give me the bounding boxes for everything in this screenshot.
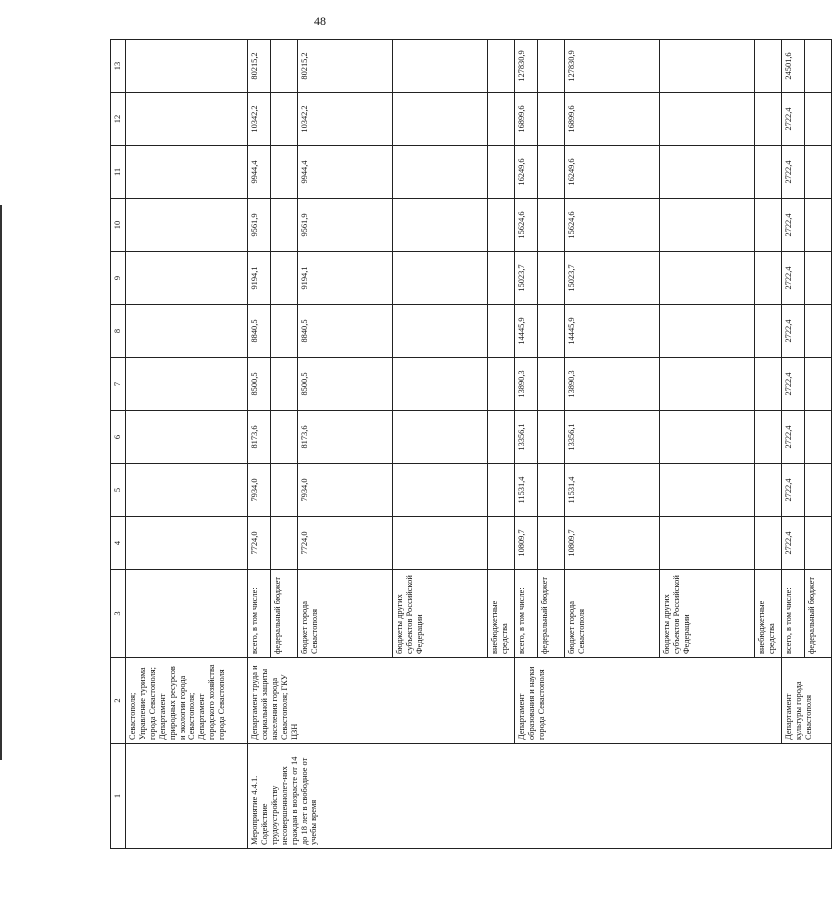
value-cell (393, 464, 488, 517)
value-cell: 11531,4 (515, 464, 538, 517)
value-cell (488, 411, 515, 464)
value-cell (805, 93, 832, 146)
header-cell: 4 (111, 517, 126, 570)
table-header-row (111, 40, 126, 849)
value-cell (126, 464, 248, 517)
value-cell (755, 358, 782, 411)
value-cell: 16249,6 (565, 146, 660, 199)
value-cell (805, 358, 832, 411)
value-cell: 2722,4 (782, 305, 805, 358)
value-cell (271, 93, 298, 146)
value-cell (755, 411, 782, 464)
funding-source-cell: федеральный бюджет (538, 570, 565, 658)
funding-source-cell: всего, в том числе: (782, 570, 805, 658)
value-cell (393, 252, 488, 305)
value-cell (660, 146, 755, 199)
value-cell (538, 464, 565, 517)
table-row (782, 40, 805, 849)
value-cell: 7934,0 (248, 464, 271, 517)
value-cell (538, 411, 565, 464)
value-cell: 9944,4 (248, 146, 271, 199)
funding-source-cell: бюджет города Севастополя (565, 570, 660, 658)
value-cell (805, 40, 832, 93)
value-cell (271, 464, 298, 517)
value-cell (393, 305, 488, 358)
table-row (126, 40, 248, 849)
value-cell (660, 517, 755, 570)
funding-source-cell: внебюджетные средства (755, 570, 782, 658)
value-cell (660, 464, 755, 517)
value-cell (393, 93, 488, 146)
funding-source-cell: внебюджетные средства (488, 570, 515, 658)
value-cell (271, 517, 298, 570)
value-cell (660, 199, 755, 252)
funding-source-cell: всего, в том числе: (515, 570, 538, 658)
value-cell: 15624,6 (515, 199, 538, 252)
value-cell (805, 464, 832, 517)
value-cell: 8840,5 (248, 305, 271, 358)
value-cell (805, 199, 832, 252)
value-cell (126, 40, 248, 93)
budget-table (110, 39, 832, 849)
table-row (515, 40, 538, 849)
value-cell (126, 199, 248, 252)
value-cell (805, 252, 832, 305)
value-cell: 2722,4 (782, 358, 805, 411)
value-cell: 9194,1 (298, 252, 393, 305)
header-cell: 9 (111, 252, 126, 305)
value-cell: 7724,0 (298, 517, 393, 570)
value-cell: 9561,9 (248, 199, 271, 252)
value-cell (755, 146, 782, 199)
funding-source-cell: бюджеты других субъектов Российской Федерации (660, 570, 755, 658)
funding-source-cell: всего, в том числе: (248, 570, 271, 658)
value-cell (538, 517, 565, 570)
value-cell (755, 464, 782, 517)
value-cell: 10809,7 (565, 517, 660, 570)
value-cell (488, 464, 515, 517)
value-cell: 2722,4 (782, 93, 805, 146)
value-cell (755, 40, 782, 93)
value-cell (126, 93, 248, 146)
value-cell: 7934,0 (298, 464, 393, 517)
value-cell (126, 146, 248, 199)
value-cell: 8500,5 (248, 358, 271, 411)
executor-cell: Севастополя; Управление туризма города Севастополя; Департамент природных ресурсов и экологии города Севастополя; Департамент городского хозяйства города Севастополя (126, 658, 248, 744)
value-cell (755, 305, 782, 358)
value-cell (805, 411, 832, 464)
header-cell: 11 (111, 146, 126, 199)
value-cell (538, 146, 565, 199)
value-cell (393, 146, 488, 199)
value-cell: 2722,4 (782, 199, 805, 252)
value-cell: 80215,2 (248, 40, 271, 93)
value-cell: 2722,4 (782, 146, 805, 199)
value-cell (755, 517, 782, 570)
value-cell: 10342,2 (248, 93, 271, 146)
value-cell: 13356,1 (565, 411, 660, 464)
value-cell: 10342,2 (298, 93, 393, 146)
value-cell: 80215,2 (298, 40, 393, 93)
value-cell (660, 93, 755, 146)
value-cell: 24501,6 (782, 40, 805, 93)
value-cell: 2722,4 (782, 464, 805, 517)
executor-cell: Департамент культуры города Севастополя (782, 658, 832, 744)
value-cell (393, 411, 488, 464)
value-cell: 127830,9 (565, 40, 660, 93)
value-cell (271, 358, 298, 411)
page-number: 48 (314, 14, 326, 28)
scan-edge-line (0, 205, 2, 760)
header-cell: 10 (111, 199, 126, 252)
funding-source-cell: федеральный бюджет (271, 570, 298, 658)
executor-cell: Департамент труда и социальной защиты населения города Севастополя; ГКУ ЦЗН (248, 658, 515, 744)
executor-cell: Департамент образования и науки города Севастополя (515, 658, 782, 744)
value-cell (660, 40, 755, 93)
value-cell (805, 146, 832, 199)
value-cell: 16899,6 (565, 93, 660, 146)
value-cell (805, 305, 832, 358)
value-cell (660, 411, 755, 464)
header-cell: 7 (111, 358, 126, 411)
rotated-table-wrapper (110, 39, 816, 849)
header-cell: 8 (111, 305, 126, 358)
value-cell: 13356,1 (515, 411, 538, 464)
value-cell (488, 199, 515, 252)
value-cell: 15624,6 (565, 199, 660, 252)
value-cell (538, 252, 565, 305)
value-cell (126, 305, 248, 358)
table-row (248, 40, 271, 849)
value-cell (126, 252, 248, 305)
value-cell: 14445,9 (565, 305, 660, 358)
value-cell (271, 146, 298, 199)
value-cell: 16899,6 (515, 93, 538, 146)
value-cell (488, 252, 515, 305)
funding-source-cell: федеральный бюджет (805, 570, 832, 658)
value-cell: 2722,4 (782, 252, 805, 305)
activity-cell (126, 744, 248, 849)
value-cell: 8173,6 (298, 411, 393, 464)
value-cell: 13890,3 (515, 358, 538, 411)
value-cell (393, 199, 488, 252)
header-cell: 2 (111, 658, 126, 744)
value-cell (393, 358, 488, 411)
value-cell (488, 305, 515, 358)
value-cell (538, 199, 565, 252)
value-cell (538, 40, 565, 93)
header-cell: 5 (111, 464, 126, 517)
value-cell: 9561,9 (298, 199, 393, 252)
value-cell (660, 252, 755, 305)
value-cell (755, 252, 782, 305)
value-cell: 16249,6 (515, 146, 538, 199)
value-cell: 127830,9 (515, 40, 538, 93)
value-cell: 13890,3 (565, 358, 660, 411)
value-cell (271, 252, 298, 305)
activity-cell: Мероприятие 4.4.1. Содействие трудоустройству несовершеннолет-них граждан в возрасте от 14 до 18 лет в свободное от учебы время (248, 744, 832, 849)
funding-source-cell: бюджеты других субъектов Российской Федерации (393, 570, 488, 658)
value-cell (126, 517, 248, 570)
value-cell: 2722,4 (782, 517, 805, 570)
header-cell: 13 (111, 40, 126, 93)
value-cell (755, 93, 782, 146)
value-cell (488, 93, 515, 146)
value-cell (126, 358, 248, 411)
header-cell: 1 (111, 744, 126, 849)
funding-source-cell (126, 570, 248, 658)
value-cell: 14445,9 (515, 305, 538, 358)
value-cell (271, 305, 298, 358)
value-cell (805, 517, 832, 570)
value-cell (393, 517, 488, 570)
value-cell (126, 411, 248, 464)
value-cell (660, 358, 755, 411)
value-cell: 8173,6 (248, 411, 271, 464)
value-cell (538, 358, 565, 411)
value-cell: 8500,5 (298, 358, 393, 411)
value-cell: 8840,5 (298, 305, 393, 358)
value-cell (488, 517, 515, 570)
value-cell (538, 93, 565, 146)
value-cell (271, 411, 298, 464)
value-cell: 10809,7 (515, 517, 538, 570)
value-cell: 9194,1 (248, 252, 271, 305)
value-cell: 2722,4 (782, 411, 805, 464)
value-cell: 15023,7 (515, 252, 538, 305)
value-cell (488, 358, 515, 411)
header-cell: 12 (111, 93, 126, 146)
value-cell (488, 146, 515, 199)
value-cell: 9944,4 (298, 146, 393, 199)
value-cell (538, 305, 565, 358)
value-cell (488, 40, 515, 93)
value-cell (755, 199, 782, 252)
value-cell (393, 40, 488, 93)
funding-source-cell: бюджет города Севастополя (298, 570, 393, 658)
value-cell (271, 40, 298, 93)
value-cell: 11531,4 (565, 464, 660, 517)
value-cell (660, 305, 755, 358)
value-cell (271, 199, 298, 252)
header-cell: 6 (111, 411, 126, 464)
value-cell: 15023,7 (565, 252, 660, 305)
value-cell: 7724,0 (248, 517, 271, 570)
header-cell: 3 (111, 570, 126, 658)
